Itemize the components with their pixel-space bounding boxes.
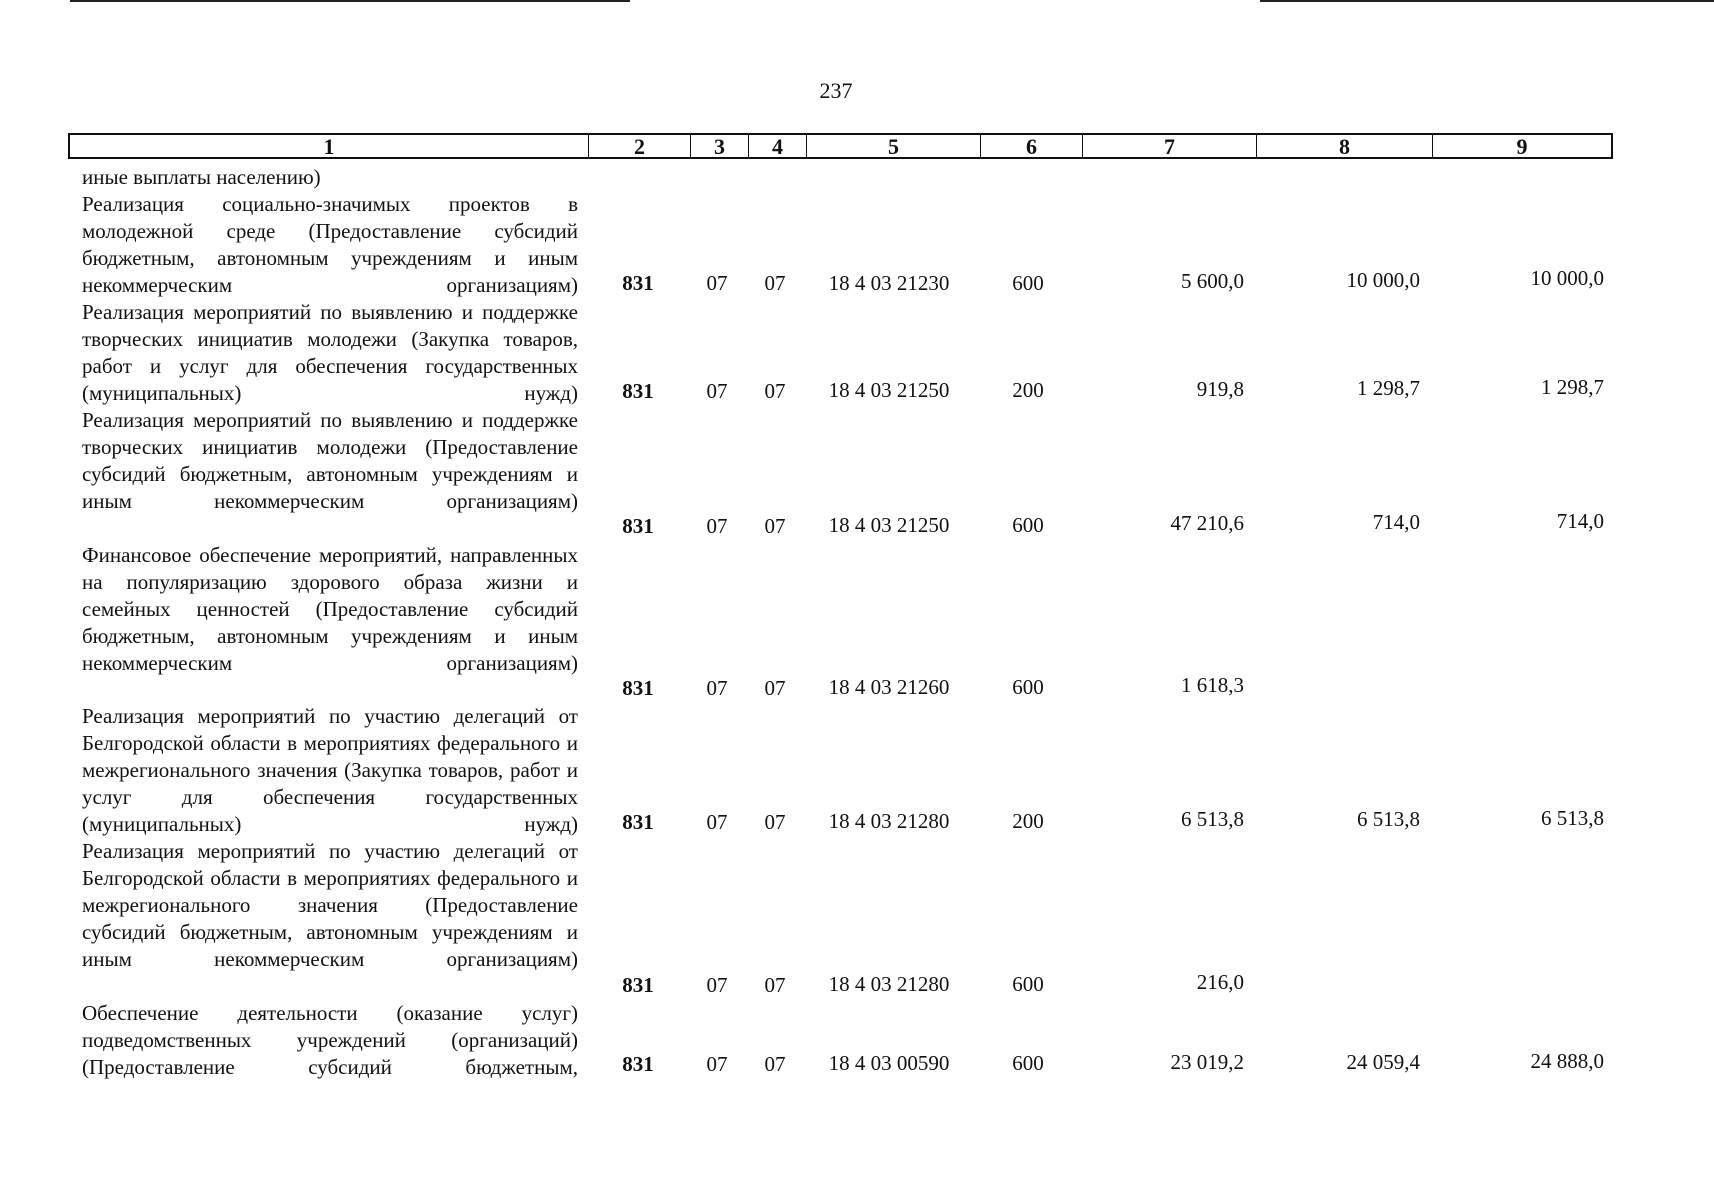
cell-col-5: 18 4 03 21230 (828, 271, 950, 295)
cell-col-7: 5 600,0 (1181, 269, 1244, 293)
cell-col-5: 18 4 03 21280 (828, 809, 950, 833)
header-col-6: 6 (980, 135, 1082, 157)
cell-col-5: 18 4 03 21250 (828, 513, 950, 537)
cell-col-6: 600 (1012, 513, 1044, 537)
cell-col-2: 831 (622, 514, 654, 538)
header-col-4: 4 (748, 135, 806, 157)
table-header (68, 133, 1613, 159)
cell-col-7: 1 618,3 (1181, 673, 1244, 697)
cell-col-5: 18 4 03 21280 (828, 972, 950, 996)
cell-col-9: 10 000,0 (1530, 266, 1604, 290)
header-col-5: 5 (806, 135, 980, 157)
row-description: Реализация социально-значимых проектов в молодежной среде (Предоставление субсидий бюджетным, автономным учреждениям и иным некоммерческим организациям) (82, 192, 578, 297)
cell-col-3: 07 (706, 676, 728, 700)
cell-col-3: 07 (706, 1052, 728, 1076)
cell-col-9: 714,0 (1556, 509, 1604, 533)
cell-col-6: 600 (1012, 1051, 1044, 1075)
cell-col-2: 831 (622, 973, 654, 997)
row-description: Финансовое обеспечение мероприятий, направленных на популяризацию здорового образа жизни и семейных ценностей (Предоставление субсидий бюджетным, автономным учреждениям и иным некоммерческим организациям) (82, 543, 578, 675)
cell-col-2: 831 (622, 271, 654, 295)
cell-col-6: 200 (1012, 809, 1044, 833)
cell-col-8: 1 298,7 (1357, 376, 1420, 400)
cell-col-4: 07 (764, 514, 786, 538)
scan-edge-left (70, 0, 630, 2)
cell-col-7: 47 210,6 (1170, 511, 1244, 535)
cell-col-7: 23 019,2 (1170, 1050, 1244, 1074)
row-description: Реализация мероприятий по выявлению и поддержке творческих инициатив молодежи (Закупка товаров, работ и услуг для обеспечения государственных (муниципальных) нужд) (82, 300, 578, 405)
cell-col-3: 07 (706, 810, 728, 834)
cell-col-4: 07 (764, 973, 786, 997)
cell-col-6: 600 (1012, 271, 1044, 295)
cell-col-2: 831 (622, 379, 654, 403)
row-description: Реализация мероприятий по выявлению и поддержке творческих инициатив молодежи (Предоставление субсидий бюджетным, автономным учреждениям и иным некоммерческим организациям) (82, 408, 578, 513)
cell-col-2: 831 (622, 810, 654, 834)
cell-col-3: 07 (706, 514, 728, 538)
cell-col-4: 07 (764, 676, 786, 700)
cell-col-9: 1 298,7 (1541, 375, 1604, 399)
cell-col-9: 24 888,0 (1530, 1049, 1604, 1073)
cell-col-8: 24 059,4 (1346, 1050, 1420, 1074)
cell-col-3: 07 (706, 379, 728, 403)
row-description: Реализация мероприятий по участию делегаций от Белгородской области в мероприятиях федерального и межрегионального значения (Закупка товаров, работ и услуг для обеспечения государственных (муниципальных) нужд) (82, 704, 578, 836)
cell-col-6: 600 (1012, 972, 1044, 996)
cell-col-8: 10 000,0 (1346, 268, 1420, 292)
header-col-1: 1 (323, 134, 335, 159)
cell-col-5: 18 4 03 00590 (828, 1051, 950, 1075)
cell-col-2: 831 (622, 1052, 654, 1076)
cell-col-8: 6 513,8 (1357, 807, 1420, 831)
page-number: 237 (819, 78, 853, 103)
cell-col-8: 714,0 (1372, 510, 1420, 534)
continuation-text: иные выплаты населению) (82, 165, 321, 189)
cell-col-4: 07 (764, 379, 786, 403)
row-description: Обеспечение деятельности (оказание услуг) подведомственных учреждений (организаций) (Предоставление субсидий бюджетным, (82, 1001, 578, 1079)
cell-col-4: 07 (764, 271, 786, 295)
header-col-9: 9 (1432, 135, 1611, 157)
cell-col-6: 200 (1012, 378, 1044, 402)
header-col-3: 3 (690, 135, 748, 157)
header-col-2: 2 (588, 135, 690, 157)
header-col-7: 7 (1082, 135, 1256, 157)
row-description: Реализация мероприятий по участию делегаций от Белгородской области в мероприятиях федерального и межрегионального значения (Предоставление субсидий бюджетным, автономным учреждениям и иным некоммерческим организациям) (82, 839, 578, 971)
cell-col-7: 919,8 (1196, 377, 1244, 401)
cell-col-5: 18 4 03 21250 (828, 378, 950, 402)
cell-col-7: 216,0 (1196, 970, 1244, 994)
cell-col-6: 600 (1012, 675, 1044, 699)
header-col-8: 8 (1256, 135, 1432, 157)
cell-col-2: 831 (622, 676, 654, 700)
cell-col-5: 18 4 03 21260 (828, 675, 950, 699)
cell-col-4: 07 (764, 810, 786, 834)
cell-col-7: 6 513,8 (1181, 807, 1244, 831)
scan-edge-right (1260, 0, 1714, 2)
cell-col-3: 07 (706, 271, 728, 295)
cell-col-3: 07 (706, 973, 728, 997)
cell-col-9: 6 513,8 (1541, 806, 1604, 830)
cell-col-4: 07 (764, 1052, 786, 1076)
